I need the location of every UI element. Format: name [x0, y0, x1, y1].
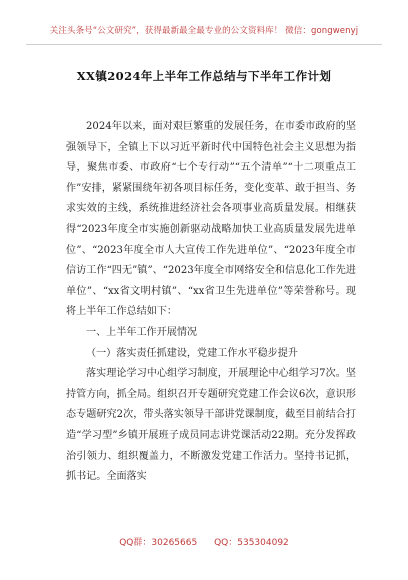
paragraph-party-building: 落实理论学习中心组学习制度，开展理论中心组学习7次。坚持管方向，抓全局。组织召开专题研究党建工作会议6次，意识形态专题研究2次，带头落实领导干部讲党课制度，截至目前结合打造“学习型”乡镇开展班子成员同志讲党课活动22期。充分发挥政治引领力、组织覆盖力，不断激发党建工作活力。坚持书记抓，抓书记。全面落实: [66, 368, 356, 483]
subsection-heading: （一）落实责任抓建设，党建工作水平稳步提升: [86, 347, 298, 359]
section-heading: 一、上半年工作开展情况: [86, 326, 198, 338]
footer-contact: [0, 535, 408, 548]
footer-qq-group: QQ群：30265665: [119, 538, 198, 548]
paragraph-intro: 2024年以来，面对艰巨繁重的发展任务，在市委市政府的坚强领导下，全镇上下以习近平新时代中国特色社会主义思想为指导，聚焦市委、市政府“七个专行动”“五个清单”“十二项重点工作”安排，紧紧围绕年初各项目标任务，变化变革、敢于担当、务求实效的主线，系统推进经济社会各项事业高质量发展。相继获得“2023年度全市实施创新驱动战略加快工业高质量发展先进单位”、“2023年度全市人大宣传工作先进单位”、“2023年度全市信访工作“四无”镇”、“2023年度全市网络安全和信息化工作先进单位”、“xx省文明村镇”、“xx省卫生先进单位”等荣誉称号。现将上半年工作总结如下：: [66, 121, 356, 318]
document-title: XX镇2024年上半年工作总结与下半年工作计划: [76, 69, 332, 83]
header-divider: [26, 44, 382, 45]
document-body: [66, 117, 356, 488]
footer-qq: QQ：535304092: [214, 538, 289, 548]
header-notice: 关注头条号“公文研究”，获得最新最全最专业的公文资料库！ 微信：gongwenyj: [49, 26, 359, 36]
